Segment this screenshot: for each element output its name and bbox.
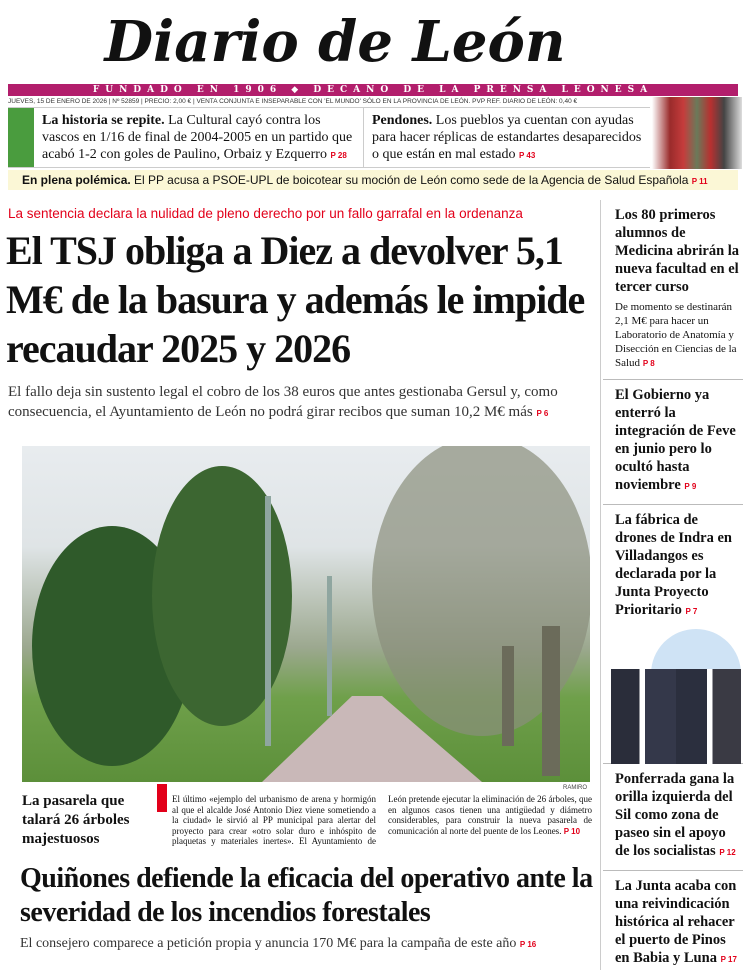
right-column (603, 200, 743, 977)
green-marker (8, 108, 34, 167)
right-story[interactable] (603, 871, 743, 977)
page-ref: P 43 (518, 151, 536, 160)
second-subhead (20, 936, 536, 952)
officials-photo (603, 629, 743, 764)
park-photo (22, 446, 590, 782)
teaser-lead: La historia se repite. (42, 113, 165, 128)
teaser-text: Los pueblos ya cuentan con ayudas para hacer réplicas de estandartes desaparecidos o que están en mal estado (372, 113, 642, 162)
story-title: La Junta acaba con una reivindicación histórica al rehacer el puerto de Pinos en Babia y Luna (615, 878, 737, 966)
story-title: Ponferrada gana la orilla izquierda del Sil como zona de paseo sin el apoyo de los socialistas (615, 771, 735, 859)
page-ref: P 8 (642, 359, 655, 368)
subhead-text: El fallo deja sin sustento legal el cobro de los 38 euros que antes gestionaba Gersul y, como consecuencia, el Ayuntamiento de León no podrá girar recibos que suman 10,2 M€ más (8, 384, 558, 420)
story-text: De momento se destinarán 2,1 M€ para hacer un Laboratorio de Anatomía y Disección en Ciencias de la Salud (615, 301, 737, 369)
page-ref: P 28 (330, 151, 347, 160)
teaser-text: La Cultural cayó contra los vascos en 1/16 de final de 2004-2005 en un partido que acabó 1-2 con goles de Paulino, Orbaiz y Ezquerro (42, 113, 353, 162)
right-story[interactable] (603, 505, 743, 629)
main-kicker: La sentencia declara la nulidad de pleno derecho por un fallo garrafal en la ordenanza (8, 206, 523, 221)
highlight-bar[interactable] (8, 170, 738, 190)
bar-text: El PP acusa a PSOE-UPL de boicotear su moción de León como sede de la Agencia de Salud Española (130, 173, 692, 187)
photo-caption-title: La pasarela que talará 26 árboles majestuosos (22, 793, 130, 847)
story-title: La fábrica de drones de Indra en Villadangos es declarada por la Junta Proyecto Prioritario (615, 512, 732, 618)
story-title: Los 80 primeros alumnos de Medicina abrirán la nueva facultad en el tercer curso (615, 207, 740, 295)
photo-story-body (172, 794, 592, 847)
page-ref: P 9 (684, 482, 697, 491)
subhead-text: El consejero comparece a petición propia y anuncia 170 M€ para la campaña de este año (20, 936, 520, 951)
teaser-cultural[interactable] (34, 108, 364, 167)
masthead-band: FUNDADO EN 1906 ◆ DECANO DE LA PRENSA LEONESA (8, 84, 738, 96)
main-headline[interactable]: El TSJ obliga a Diez a devolver 5,1 M€ de la basura y además le impide recaudar 2025 y 2026 (6, 228, 585, 371)
story-text: El último «ejemplo del urbanismo de arena y hormigón al que el alcalde José Antonio Diez viene sometiendo a la ciudad» le sirvió al PP municipal para alertar del proyecto para crear «otro solar duro e inhóspito de plaquetas y materiales inertes». El Ayuntamiento de León pretende ejecutar la eliminación de 26 árboles, que en algunos casos tienen una antigüedad y diámetro considerables, para construir la nueva pasarela de comunicación al norte del puente de los Leones. (172, 794, 592, 846)
right-story[interactable] (603, 380, 743, 505)
teaser-pendones[interactable] (364, 108, 650, 167)
cathedral-photo (652, 97, 742, 169)
page-ref: P 6 (536, 409, 549, 418)
masthead-logo: Diario de León (104, 9, 566, 75)
main-subhead (8, 382, 598, 424)
page-ref: P 7 (685, 607, 698, 616)
page-ref: P 10 (563, 826, 581, 836)
page-ref: P 11 (691, 177, 708, 186)
photo-credit: RAMIRO (563, 785, 587, 791)
page-ref: P 16 (519, 940, 537, 949)
page-ref: P 12 (719, 848, 736, 857)
right-story[interactable] (603, 200, 743, 380)
story-title: El Gobierno ya enterró la integración de Feve en junio pero lo ocultó hasta noviembre (615, 387, 736, 493)
red-marker (157, 784, 167, 812)
teasers (8, 107, 650, 168)
teaser-lead: Pendones. (372, 113, 433, 128)
bar-lead: En plena polémica. (22, 173, 131, 187)
park-illustration (22, 446, 590, 782)
edition-info: JUEVES, 15 DE ENERO DE 2026 | Nº 52859 | PRECIO: 2,00 € | VENTA CONJUNTA E INSEPARABLE CON 'EL MUNDO' SÓLO EN LA PROVINCIA DE LEÓN. PVP REF. DIARIO DE LEÓN: 0,40 € (8, 98, 578, 105)
second-headline[interactable]: Quiñones defiende la eficacia del operativo ante la severidad de los incendios forestales (20, 863, 593, 928)
page-ref: P 17 (720, 955, 737, 964)
right-story[interactable] (603, 764, 743, 871)
column-divider (600, 200, 601, 970)
